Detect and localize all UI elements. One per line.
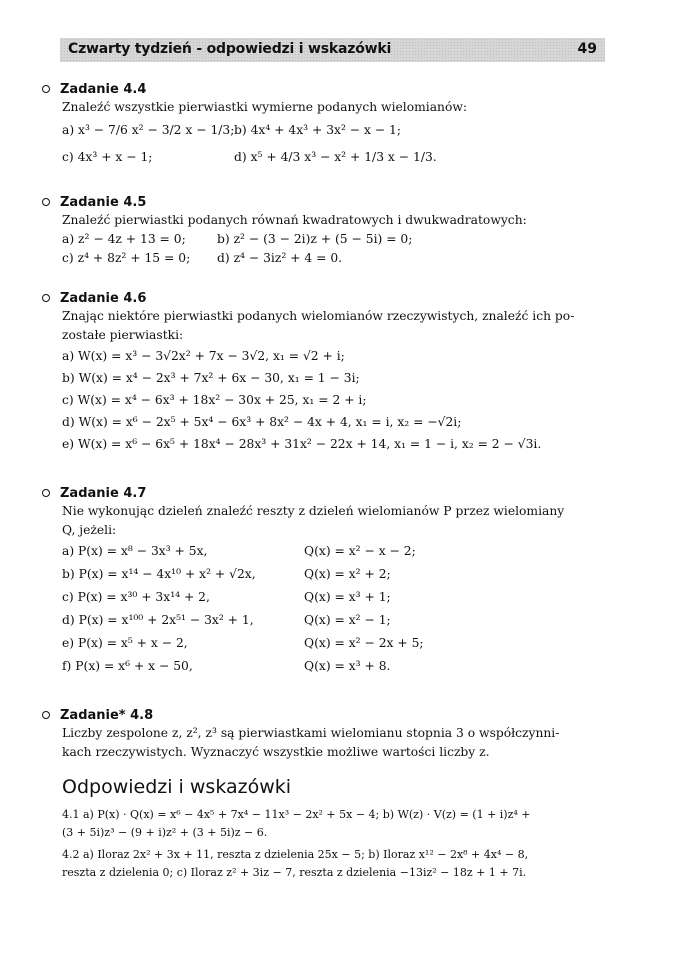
item-q: Q(x) = x² − 2x + 5;: [304, 636, 424, 650]
running-header: [60, 38, 605, 62]
item-a: c) z⁴ + 8z² + 15 = 0;: [62, 251, 191, 265]
task-title: Zadanie 4.5: [60, 194, 147, 210]
task-intro: Znaleźć wszystkie pierwiastki wymierne podanych wielomianów:: [62, 100, 468, 114]
task-intro: Liczby zespolone z, z², z³ są pierwiastkami wielomianu stopnia 3 o współczynni-: [62, 726, 560, 740]
item-q: Q(x) = x³ + 1;: [304, 590, 391, 604]
item-row: a) W(x) = x³ − 3√2x² + 7x − 3√2, x₁ = √2 + i;: [62, 349, 345, 363]
task-title: Zadanie 4.4: [60, 81, 147, 97]
task-intro: Q, jeżeli:: [62, 523, 117, 537]
item-row: e) W(x) = x⁶ − 6x⁵ + 18x⁴ − 28x³ + 31x² − 22x + 14, x₁ = 1 − i, x₂ = 2 − √3i.: [62, 437, 542, 451]
task-4-6: [42, 289, 602, 455]
item-row: [62, 230, 602, 249]
item-b: d) x⁵ + 4/3 x³ − x² + 1/3 x − 1/3.: [234, 150, 437, 164]
task-intro: Znaleźć pierwiastki podanych równań kwadratowych i dwukwadratowych:: [62, 213, 527, 227]
item-row: b) W(x) = x⁴ − 2x³ + 7x² + 6x − 30, x₁ = 1 − 3i;: [62, 371, 360, 385]
answer-line: reszta z dzielenia 0; c) Iloraz z² + 3iz − 7, reszta z dzielenia −13iz² − 18z + 1 + 7i.: [62, 866, 527, 879]
task-4-7: [42, 484, 602, 678]
header-title: Czwarty tydzień - odpowiedzi i wskazówki: [68, 41, 392, 57]
item-q: Q(x) = x² − 1;: [304, 613, 391, 627]
page-number: 49: [577, 41, 597, 57]
item-row: [62, 609, 602, 632]
item-q: Q(x) = x² + 2;: [304, 567, 391, 581]
task-intro: kach rzeczywistych. Wyznaczyć wszystkie możliwe wartości liczby z.: [62, 745, 490, 759]
task-title: Zadanie* 4.8: [60, 707, 154, 723]
bullet-circle-icon: [42, 489, 50, 497]
item-a: c) 4x³ + x − 1;: [62, 150, 153, 164]
task-4-8: [42, 706, 602, 762]
item-p: b) P(x) = x¹⁴ − 4x¹⁰ + x² + √2x,: [62, 567, 256, 581]
item-row: [62, 249, 602, 268]
item-p: a) P(x) = x⁸ − 3x³ + 5x,: [62, 544, 208, 558]
item-p: e) P(x) = x⁵ + x − 2,: [62, 636, 188, 650]
answers-block: [62, 806, 600, 882]
item-b: d) z⁴ − 3iz² + 4 = 0.: [217, 251, 343, 265]
bullet-circle-icon: [42, 85, 50, 93]
item-row: d) W(x) = x⁶ − 2x⁵ + 5x⁴ − 6x³ + 8x² − 4x + 4, x₁ = i, x₂ = −√2i;: [62, 415, 462, 429]
task-4-4: [42, 80, 602, 171]
task-title: Zadanie 4.7: [60, 485, 147, 501]
item-a: a) z² − 4z + 13 = 0;: [62, 232, 186, 246]
item-row: [62, 117, 602, 144]
item-row: [62, 540, 602, 563]
task-intro: Znając niektóre pierwiastki podanych wielomianów rzeczywistych, znaleźć ich po-: [62, 309, 575, 323]
task-title: Zadanie 4.6: [60, 290, 147, 306]
item-row: [62, 144, 602, 171]
answer-line: 4.1 a) P(x) · Q(x) = x⁶ − 4x⁵ + 7x⁴ − 11x³ − 2x² + 5x − 4; b) W(z) · V(z) = (1 + i)z⁴ +: [62, 808, 531, 821]
item-row: [62, 586, 602, 609]
item-q: Q(x) = x² − x − 2;: [304, 544, 416, 558]
item-b: b) 4x⁴ + 4x³ + 3x² − x − 1;: [234, 123, 402, 137]
item-a: a) x³ − 7/6 x² − 3/2 x − 1/3;: [62, 123, 235, 137]
item-p: c) P(x) = x³⁰ + 3x¹⁴ + 2,: [62, 590, 210, 604]
item-p: f) P(x) = x⁶ + x − 50,: [62, 659, 193, 673]
item-b: b) z² − (3 − 2i)z + (5 − 5i) = 0;: [217, 232, 413, 246]
item-q: Q(x) = x³ + 8.: [304, 659, 391, 673]
bullet-circle-icon: [42, 294, 50, 302]
answers-heading: Odpowiedzi i wskazówki: [62, 776, 292, 798]
answer-line: 4.2 a) Iloraz 2x² + 3x + 11, reszta z dzielenia 25x − 5; b) Iloraz x¹² − 2x⁸ + 4x⁴ − 8,: [62, 848, 529, 861]
item-row: c) W(x) = x⁴ − 6x³ + 18x² − 30x + 25, x₁ = 2 + i;: [62, 393, 367, 407]
bullet-circle-icon: [42, 198, 50, 206]
task-intro: zostałe pierwiastki:: [62, 328, 184, 342]
bullet-circle-icon: [42, 711, 50, 719]
answer-line: (3 + 5i)z³ − (9 + i)z² + (3 + 5i)z − 6.: [62, 826, 268, 839]
item-row: [62, 563, 602, 586]
item-p: d) P(x) = x¹⁰⁰ + 2x⁵¹ − 3x² + 1,: [62, 613, 254, 627]
item-row: [62, 632, 602, 655]
item-row: [62, 655, 602, 678]
task-4-5: [42, 193, 602, 268]
task-intro: Nie wykonując dzieleń znaleźć reszty z dzieleń wielomianów P przez wielomiany: [62, 504, 565, 518]
